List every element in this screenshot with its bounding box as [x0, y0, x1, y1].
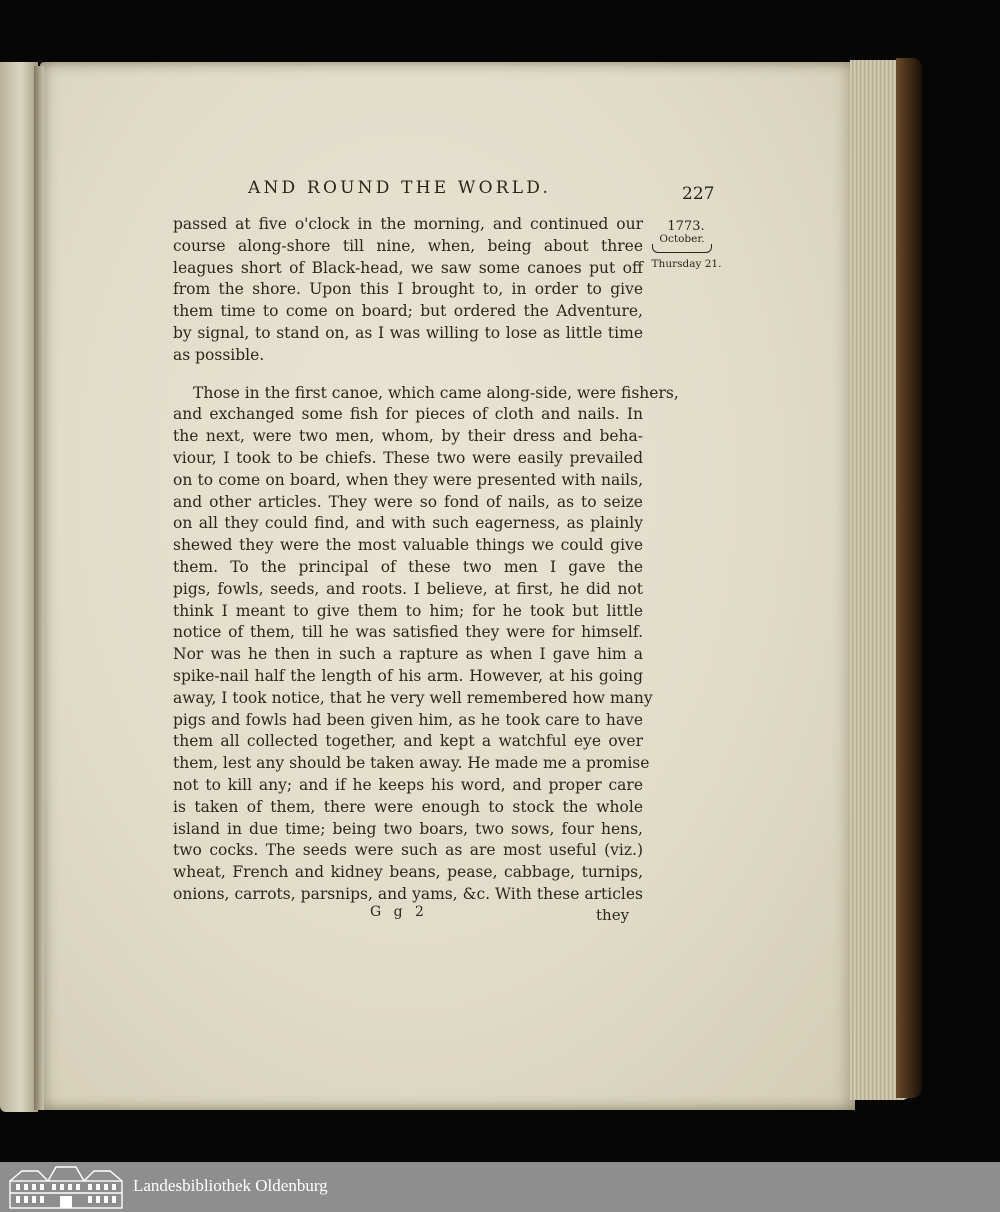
margin-note-brace	[652, 244, 712, 253]
book-gutter	[34, 66, 44, 1110]
text-line: notice of them, till he was satisfied they were for himself.	[173, 623, 643, 642]
margin-note-year: 1773.	[667, 219, 705, 234]
text-line: them. To the principal of these two men I gave the	[173, 557, 643, 576]
left-page-edge	[0, 62, 38, 1112]
library-name: Landesbibliothek Oldenburg	[133, 1176, 328, 1195]
text-line: think I meant to give them to him; for he took but little	[173, 601, 643, 620]
text-line: not to kill any; and if he keeps his word, and proper care	[173, 775, 643, 794]
margin-note-month: October.	[659, 233, 705, 245]
text-line: viour, I took to be chiefs. These two were easily prevailed	[173, 448, 643, 467]
running-head: AND ROUND THE WORLD.	[248, 178, 552, 198]
text-line: Those in the first canoe, which came along-side, were fishers,	[193, 383, 679, 402]
text-line: leagues short of Black-head, we saw some canoes put off	[173, 258, 643, 277]
margin-note-day: Thursday 21.	[651, 258, 722, 270]
text-line: passed at five o'clock in the morning, and continued our	[173, 215, 643, 233]
text-line: island in due time; being two boars, two sows, four hens,	[173, 819, 643, 838]
text-line: course along-shore till nine, when, being about three	[173, 236, 643, 255]
library-banner	[0, 1162, 1000, 1212]
page-number: 227	[682, 184, 715, 204]
text-line: pigs and fowls had been given him, as he took care to have	[173, 710, 643, 729]
text-line: the next, were two men, whom, by their dress and beha-	[173, 427, 643, 446]
text-line: by signal, to stand on, as I was willing to lose as little time	[173, 323, 643, 342]
text-line: wheat, French and kidney beans, pease, cabbage, turnips,	[173, 863, 643, 882]
library-building-logo-icon	[8, 1165, 124, 1209]
text-line: two cocks. The seeds were such as are most useful (viz.)	[173, 841, 643, 860]
text-line: from the shore. Upon this I brought to, in order to give	[173, 280, 643, 299]
paragraph-gap	[173, 367, 643, 383]
text-line: Nor was he then in such a rapture as when I gave him a	[173, 645, 643, 664]
text-line: pigs, fowls, seeds, and roots. I believe, at first, he did not	[173, 579, 643, 598]
text-line: as possible.	[173, 345, 265, 364]
text-line: is taken of them, there were enough to stock the whole	[173, 797, 643, 816]
text-line: on to come on board, when they were presented with nails,	[173, 470, 643, 489]
text-line: and other articles. They were so fond of nails, as to seize	[173, 492, 643, 511]
body-text	[173, 214, 679, 906]
text-line: onions, carrots, parsnips, and yams, &c. With these articles	[173, 884, 643, 903]
text-line: and exchanged some fish for pieces of cloth and nails. In	[173, 405, 643, 424]
text-line: away, I took notice, that he very well remembered how many	[173, 688, 653, 707]
text-line: them all collected together, and kept a watchful eye over	[173, 732, 643, 751]
catchword: they	[596, 906, 630, 924]
book-cover-edge	[896, 58, 922, 1098]
signature-mark: G g 2	[370, 904, 428, 920]
text-line: shewed they were the most valuable things we could give	[173, 536, 643, 555]
text-line: them time to come on board; but ordered the Adventure,	[173, 302, 643, 321]
text-line: them, lest any should be taken away. He made me a promise	[173, 754, 650, 773]
text-line: spike-nail half the length of his arm. However, at his going	[173, 666, 643, 685]
text-line: on all they could find, and with such eagerness, as plainly	[173, 514, 643, 533]
